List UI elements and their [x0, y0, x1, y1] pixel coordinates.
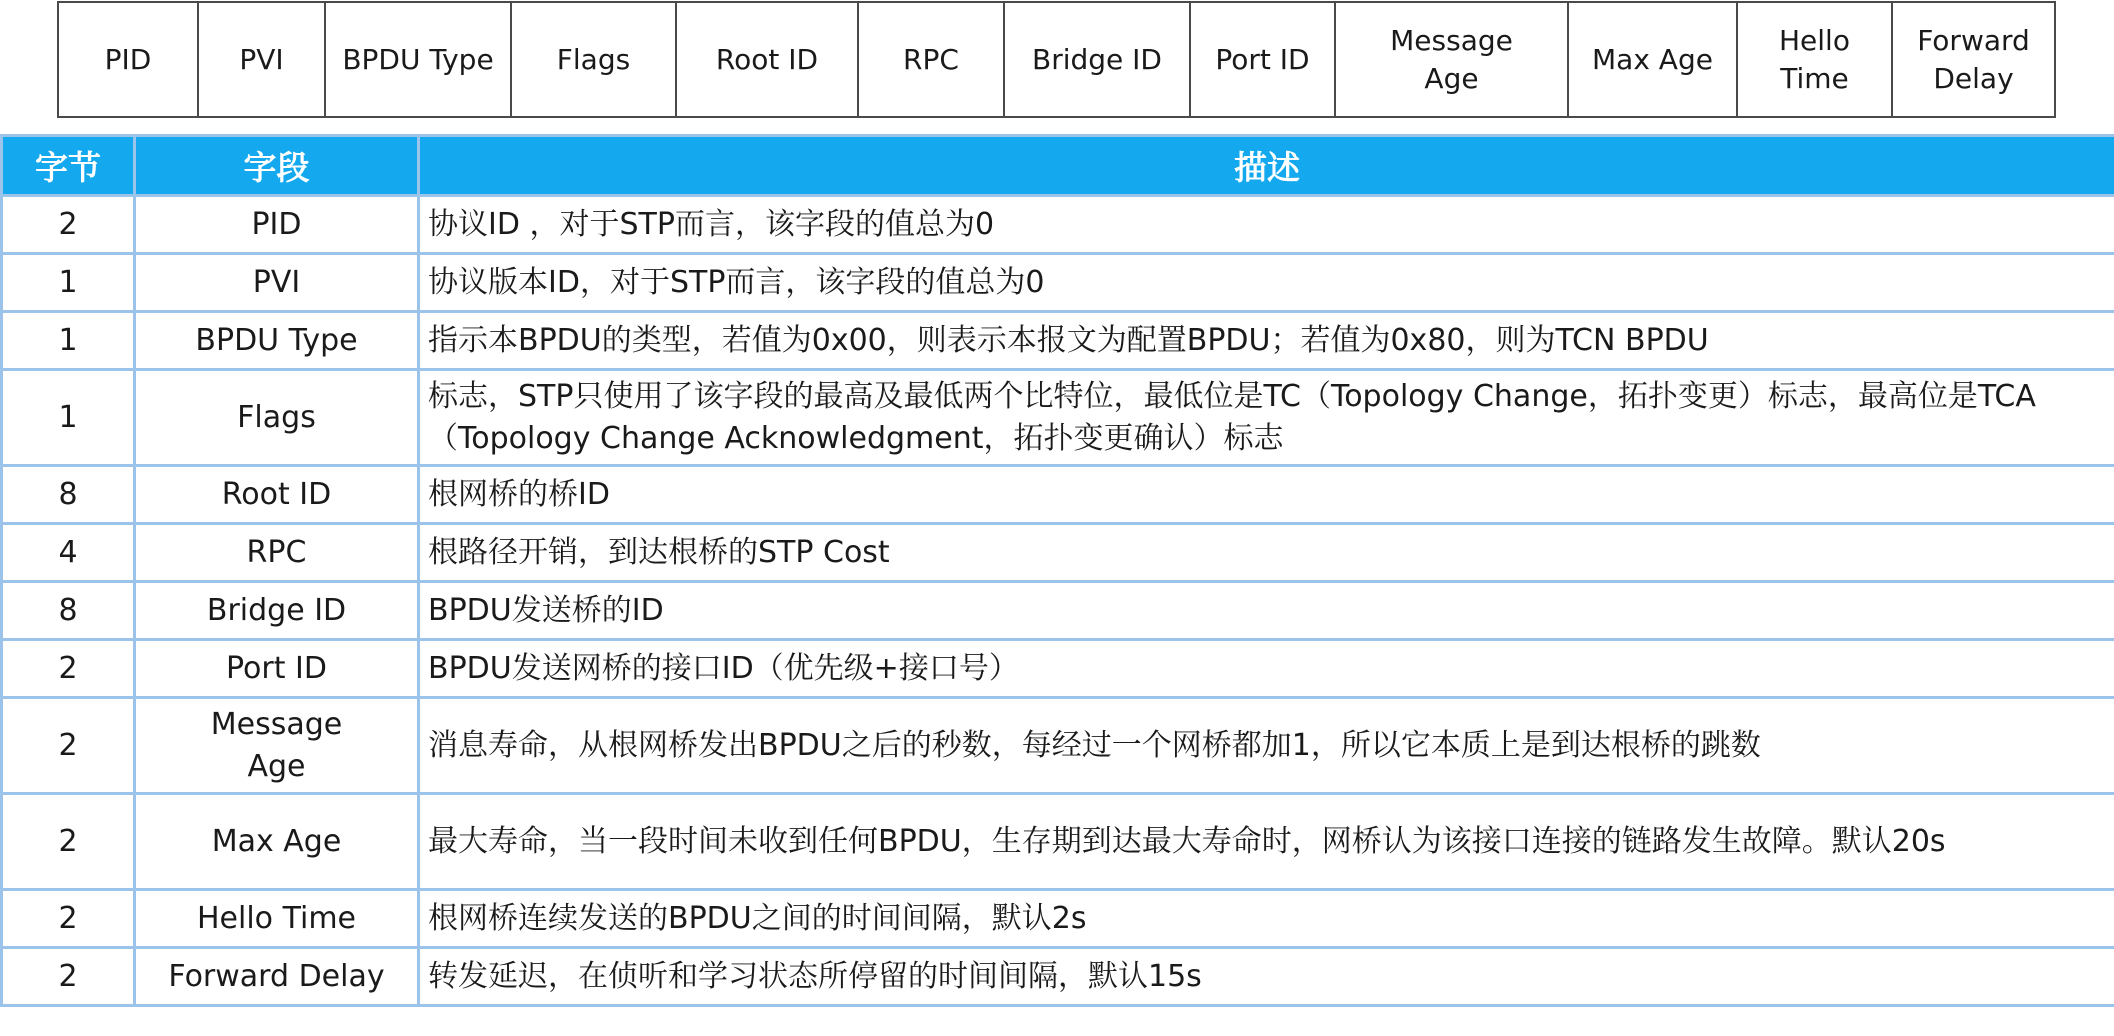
byte-cell: 2 [2, 640, 135, 698]
field-cell: Root ID [135, 466, 419, 524]
strip-cell-forward-delay: Forward Delay [1917, 23, 2030, 95]
byte-cell: 2 [2, 698, 135, 794]
byte-cell: 2 [2, 948, 135, 1006]
byte-cell: 1 [2, 370, 135, 466]
field-cell: Forward Delay [135, 948, 419, 1006]
byte-cell: 2 [2, 196, 135, 254]
byte-cell: 2 [2, 890, 135, 948]
table-row [2, 370, 2114, 466]
bpdu-field-strip [57, 1, 2056, 118]
strip-cell-root-id: Root ID [677, 3, 859, 116]
table-row [2, 890, 2114, 948]
table-row [2, 582, 2114, 640]
strip-cell-bridge-id: Bridge ID [1005, 3, 1191, 116]
desc-cell: 转发延迟，在侦听和学习状态所停留的时间间隔，默认15s [419, 948, 2114, 1006]
byte-cell: 8 [2, 582, 135, 640]
desc-cell: 根路径开销，到达根桥的STP Cost [419, 524, 2114, 582]
strip-cell-pvi: PVI [199, 3, 326, 116]
field-cell: Message Age [135, 698, 419, 794]
bpdu-fields-table [0, 134, 2114, 1007]
strip-cell-flags: Flags [512, 3, 677, 116]
desc-cell: 消息寿命，从根网桥发出BPDU之后的秒数，每经过一个网桥都加1，所以它本质上是到达根桥的跳数 [419, 698, 2114, 794]
byte-cell: 1 [2, 254, 135, 312]
desc-cell: 标志，STP只使用了该字段的最高及最低两个比特位，最低位是TC（Topology Change，拓扑变更）标志，最高位是TCA（Topology Change Acknowledgment，拓扑变更确认）标志 [419, 370, 2114, 466]
desc-cell: 协议版本ID，对于STP而言，该字段的值总为0 [419, 254, 2114, 312]
table-row [2, 196, 2114, 254]
desc-cell: 协议ID ，对于STP而言，该字段的值总为0 [419, 196, 2114, 254]
table-row [2, 948, 2114, 1006]
field-cell: Max Age [135, 794, 419, 890]
header-byte: 字节 [2, 136, 135, 196]
desc-cell: BPDU发送网桥的接口ID（优先级+接口号） [419, 640, 2114, 698]
desc-cell: BPDU发送桥的ID [419, 582, 2114, 640]
table-row [2, 254, 2114, 312]
table-row [2, 524, 2114, 582]
field-cell: PVI [135, 254, 419, 312]
desc-cell: 根网桥的桥ID [419, 466, 2114, 524]
table-row [2, 794, 2114, 890]
table-row [2, 698, 2114, 794]
strip-cell-hello-time: Hello Time [1738, 3, 1893, 116]
strip-cell-pid: PID [59, 3, 199, 116]
strip-cell-port-id: Port ID [1191, 3, 1336, 116]
byte-cell: 4 [2, 524, 135, 582]
strip-cell-max-age: Max Age [1569, 3, 1738, 116]
table-row [2, 640, 2114, 698]
table-row [2, 312, 2114, 370]
table-header-row [2, 136, 2114, 196]
strip-cell-message-age: Message Age [1336, 3, 1569, 116]
field-cell: Flags [135, 370, 419, 466]
field-cell: Hello Time [135, 890, 419, 948]
desc-cell: 指示本BPDU的类型，若值为0x00，则表示本报文为配置BPDU；若值为0x80，则为TCN BPDU [419, 312, 2114, 370]
field-cell: Port ID [135, 640, 419, 698]
byte-cell: 1 [2, 312, 135, 370]
byte-cell: 8 [2, 466, 135, 524]
header-desc: 描述 [419, 136, 2114, 196]
field-cell: Bridge ID [135, 582, 419, 640]
byte-cell: 2 [2, 794, 135, 890]
field-cell: BPDU Type [135, 312, 419, 370]
desc-cell: 根网桥连续发送的BPDU之间的时间间隔，默认2s [419, 890, 2114, 948]
field-cell: RPC [135, 524, 419, 582]
header-field: 字段 [135, 136, 419, 196]
field-cell: PID [135, 196, 419, 254]
desc-cell: 最大寿命，当一段时间未收到任何BPDU，生存期到达最大寿命时，网桥认为该接口连接的链路发生故障。默认20s [419, 794, 2114, 890]
strip-cell-rpc: RPC [859, 3, 1005, 116]
table-row [2, 466, 2114, 524]
strip-cell-bpdu-type: BPDU Type [326, 3, 512, 116]
